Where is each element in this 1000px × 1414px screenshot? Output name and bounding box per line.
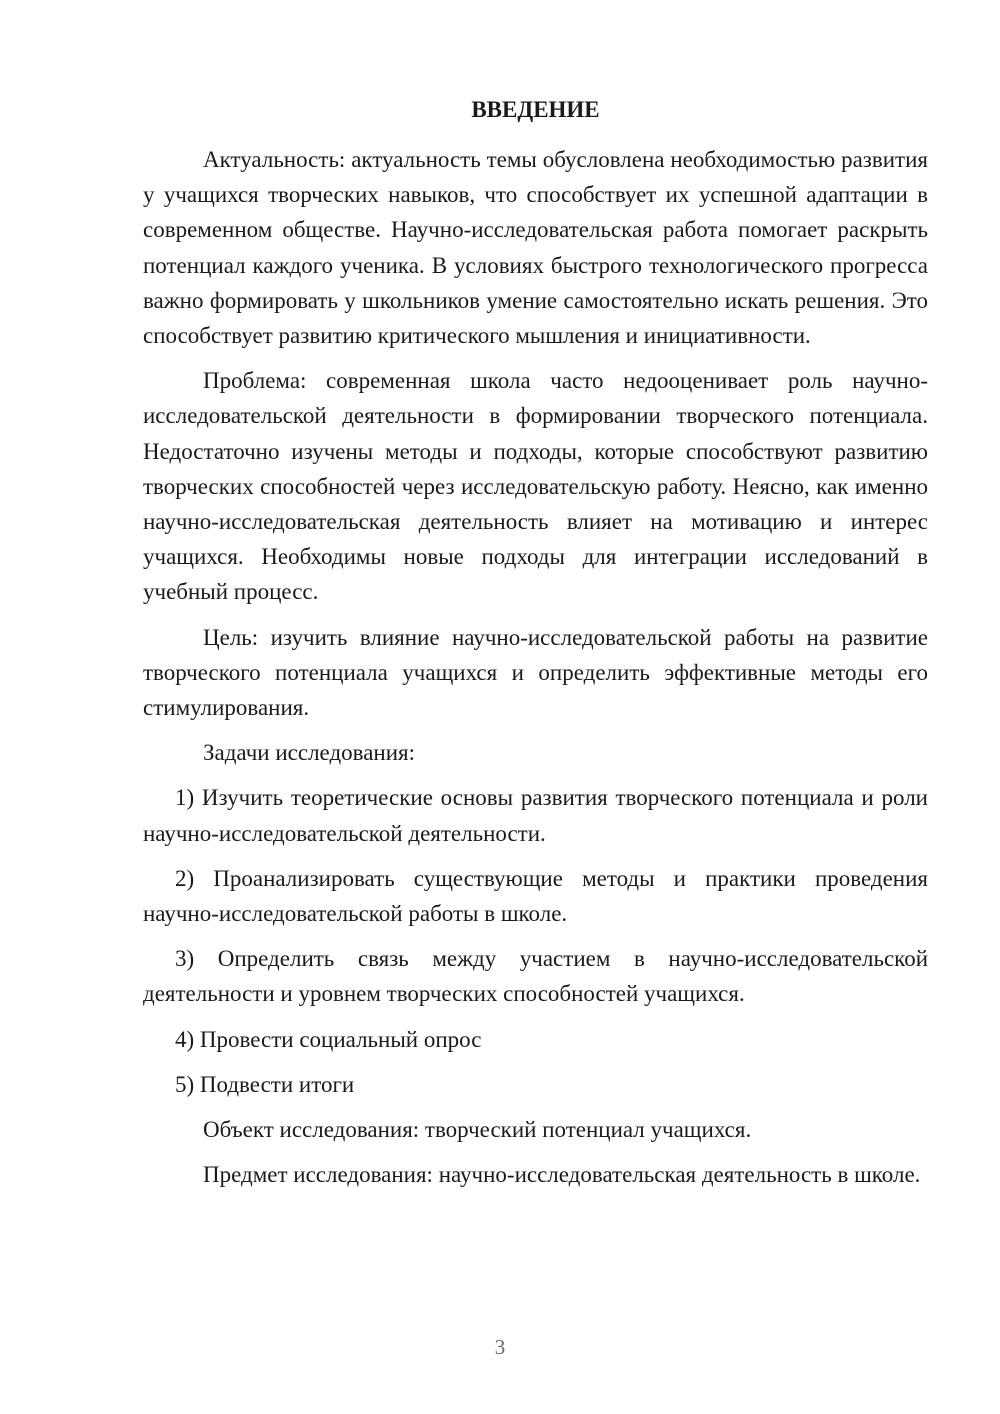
task-item-1: 1) Изучить теоретические основы развития творческого потенциала и роли научно-исследовательской деятельности.	[143, 785, 928, 846]
document-body	[143, 96, 928, 1202]
research-object-paragraph: Объект исследования: творческий потенциал учащихся.	[203, 1117, 752, 1143]
task-item-4: 4) Провести социальный опрос	[175, 1026, 482, 1052]
task-item-2: 2) Проанализировать существующие методы и практики проведения научно-исследовательской работы в школе.	[143, 865, 928, 927]
task-item-3: 3) Определить связь между участием в научно-исследовательской деятельности и уровнем творческих способностей учащихся.	[143, 946, 928, 1007]
task-item-5: 5) Подвести итоги	[175, 1071, 355, 1097]
page-number: 3	[494, 1335, 506, 1359]
section-title: ВВЕДЕНИЕ	[471, 97, 600, 122]
problem-paragraph: Проблема: современная школа часто недооценивает роль научно-исследовательской деятельности в формировании творческого потенциала. Недостаточно изучены методы и подходы, которые способствуют развитию творческих способностей через исследовательскую работу. Неясно, как именно научно-исследовательская деятельность влияет на мотивацию и интерес учащихся. Необходимы новые подходы для интеграции исследований в учебный процесс.	[143, 368, 928, 605]
tasks-heading: Задачи исследования:	[203, 740, 416, 766]
relevance-paragraph: Актуальность: актуальность темы обусловлена необходимостью развития у учащихся творческих навыков, что способствует их успешной адаптации в современном обществе. Научно-исследовательская работа помогает раскрыть потенциал каждого ученика. В условиях быстрого технологического прогресса важно формировать у школьников умение самостоятельно искать решения. Это способствует развитию критического мышления и инициативности.	[143, 147, 928, 349]
goal-paragraph: Цель: изучить влияние научно-исследовательской работы на развитие творческого потенциала учащихся и определить эффективные методы его стимулирования.	[143, 624, 928, 721]
research-subject-paragraph: Предмет исследования: научно-исследовательская деятельность в школе.	[203, 1162, 921, 1188]
